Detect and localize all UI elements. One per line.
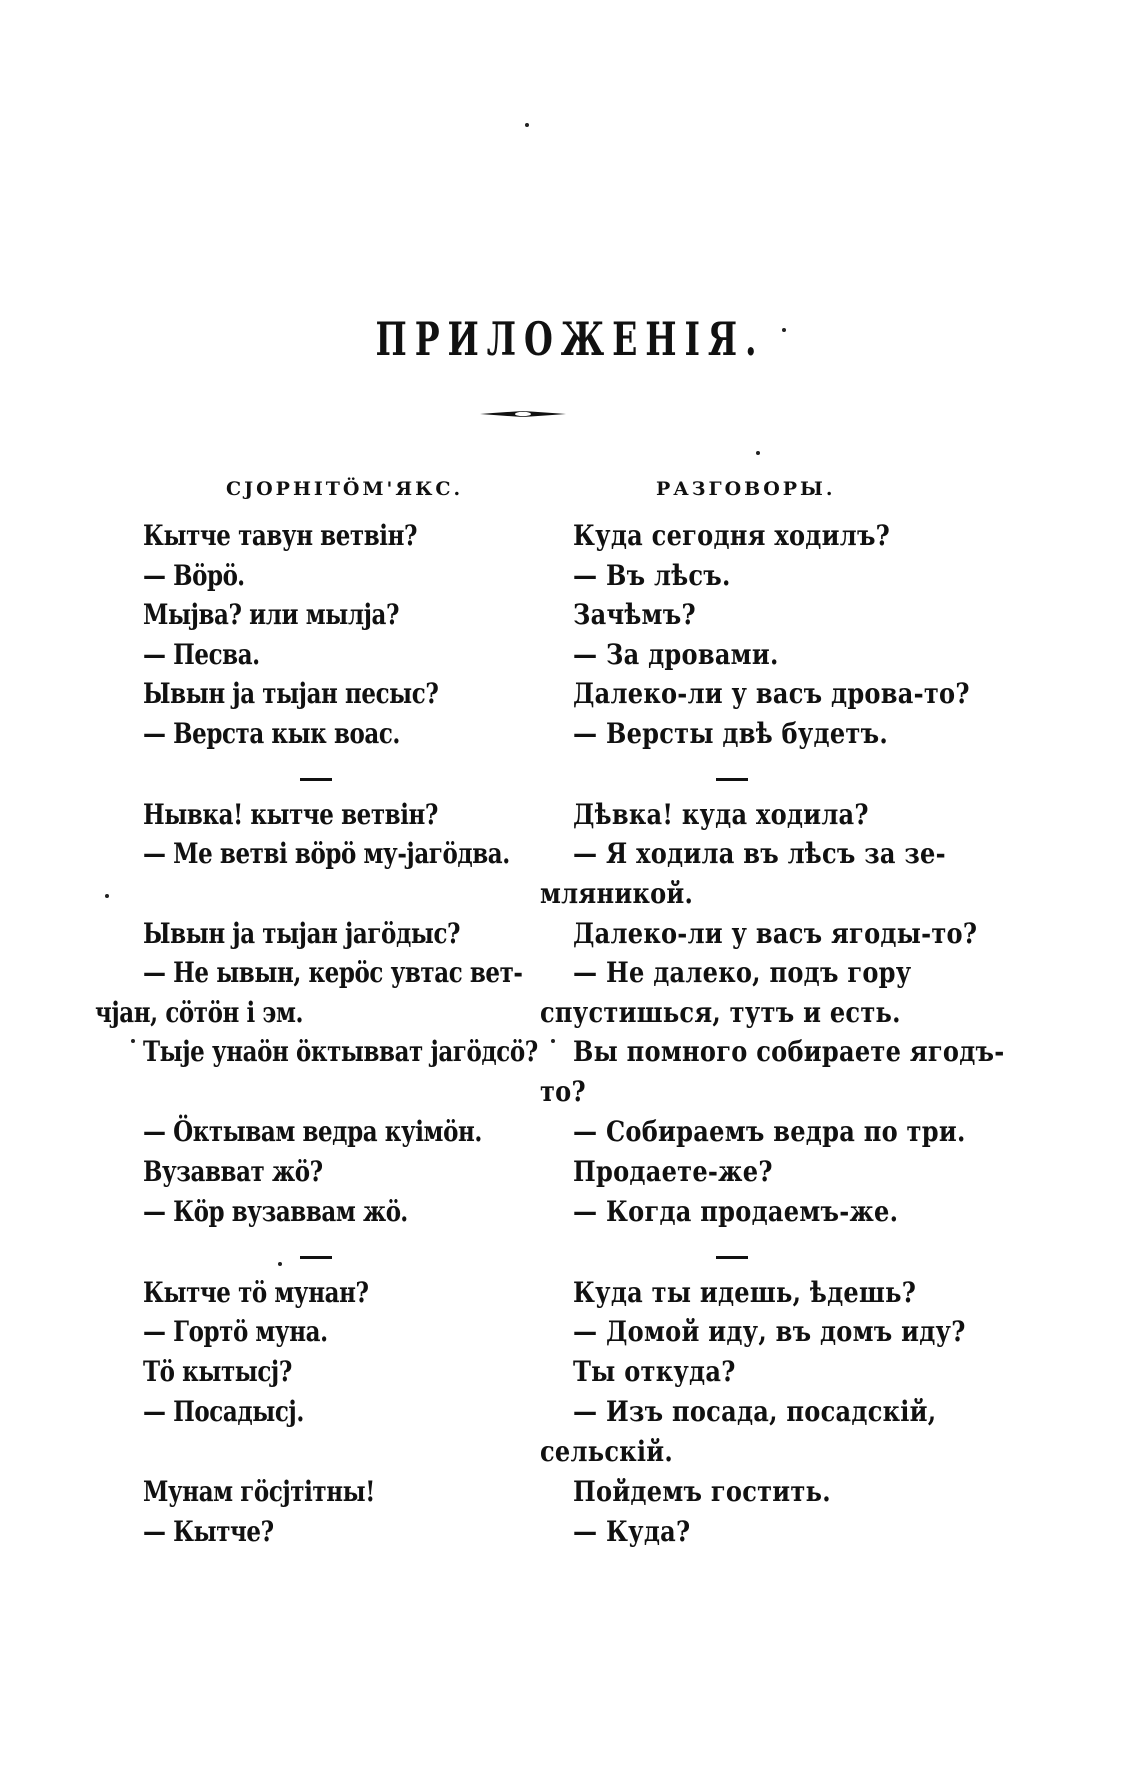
print-speck bbox=[131, 1039, 135, 1043]
right-line: — Когда продаемъ-же. bbox=[573, 1195, 899, 1228]
right-line: — Собираемъ ведра по три. bbox=[573, 1115, 966, 1148]
left-column-heading: СJОРНІТÖМ'ЯКС. bbox=[226, 478, 464, 500]
left-line: — Посадысj. bbox=[143, 1395, 304, 1428]
left-line: Вузавват жö? bbox=[143, 1155, 323, 1188]
print-speck bbox=[525, 123, 529, 127]
left-line: — Не ывын, керöс увтас вет- bbox=[143, 956, 523, 989]
left-line: Ывын jа тыjан jагöдыс? bbox=[143, 917, 461, 950]
right-line: — Куда? bbox=[573, 1515, 691, 1548]
right-line: Ты откуда? bbox=[573, 1355, 736, 1388]
right-line: Куда ты идешь, ѣдешь? bbox=[573, 1276, 917, 1309]
right-line: — Версты двѣ будетъ. bbox=[573, 717, 888, 750]
section-separator bbox=[716, 1256, 748, 1259]
right-line: — Не далеко, подъ гору bbox=[573, 956, 912, 989]
left-line: Мыjва? или мылjа? bbox=[143, 598, 400, 631]
left-line: — Верста кык воас. bbox=[143, 717, 401, 750]
right-line: — Въ лѣсъ. bbox=[573, 559, 731, 592]
print-speck bbox=[551, 1039, 555, 1043]
section-separator bbox=[300, 1256, 332, 1259]
left-line: — Песва. bbox=[143, 638, 260, 671]
section-separator bbox=[300, 778, 332, 781]
right-line: сельскій. bbox=[540, 1435, 674, 1468]
left-line: Кытче тö мунан? bbox=[143, 1276, 369, 1309]
left-line: — Гортö муна. bbox=[143, 1315, 328, 1348]
right-line: Пойдемъ гостить. bbox=[573, 1475, 831, 1508]
left-line: — Вöрö. bbox=[143, 559, 245, 592]
right-line: — Домой иду, въ домъ иду? bbox=[573, 1315, 966, 1348]
print-speck bbox=[105, 894, 109, 898]
right-column-heading: РАЗГОВОРЫ. bbox=[656, 478, 836, 500]
right-line: спустишься, тутъ и есть. bbox=[540, 996, 901, 1029]
right-line: Вы помного собираете ягодъ- bbox=[573, 1035, 1005, 1068]
right-line: Далеко-ли у васъ дрова-то? bbox=[573, 677, 970, 710]
right-line: мляникой. bbox=[540, 877, 694, 910]
left-line: Ывын jа тыjан песыс? bbox=[143, 677, 439, 710]
right-line: Далеко-ли у васъ ягоды-то? bbox=[573, 917, 978, 950]
right-line: Продаете-же? bbox=[573, 1155, 773, 1188]
right-line: — Изъ посада, посадскій, bbox=[573, 1395, 937, 1428]
print-speck bbox=[756, 451, 760, 455]
left-line: — Öктывам ведра куiмöн. bbox=[143, 1115, 482, 1148]
ornament-divider-icon bbox=[480, 408, 566, 420]
right-line: Куда сегодня ходилъ? bbox=[573, 519, 891, 552]
section-separator bbox=[716, 778, 748, 781]
left-line: Мунам гöсjтiтны! bbox=[143, 1475, 375, 1508]
right-line: — Я ходила въ лѣсъ за зе- bbox=[573, 837, 946, 870]
left-line: Тыjе унаöн öктывват jагöдсö? bbox=[143, 1035, 538, 1068]
left-line: — Кытче? bbox=[143, 1515, 274, 1548]
page-title: ПРИЛОЖЕНІЯ. bbox=[375, 312, 765, 366]
right-line: Зачѣмъ? bbox=[573, 598, 696, 631]
right-line: — За дровами. bbox=[573, 638, 779, 671]
right-line: то? bbox=[540, 1075, 586, 1108]
print-speck bbox=[278, 1262, 282, 1266]
left-line: Тö кытысj? bbox=[143, 1355, 292, 1388]
right-line: Дѣвка! куда ходила? bbox=[573, 798, 869, 831]
left-line: — Кöр вузаввам жö. bbox=[143, 1195, 408, 1228]
left-line: Кытче тавун ветвiн? bbox=[143, 519, 418, 552]
print-speck bbox=[782, 328, 786, 332]
left-line: Нывка! кытче ветвiн? bbox=[143, 798, 438, 831]
left-line: чjан, сöтöн i эм. bbox=[95, 996, 304, 1029]
left-line: — Ме ветвi вöрö му-jагöдва. bbox=[143, 837, 510, 870]
